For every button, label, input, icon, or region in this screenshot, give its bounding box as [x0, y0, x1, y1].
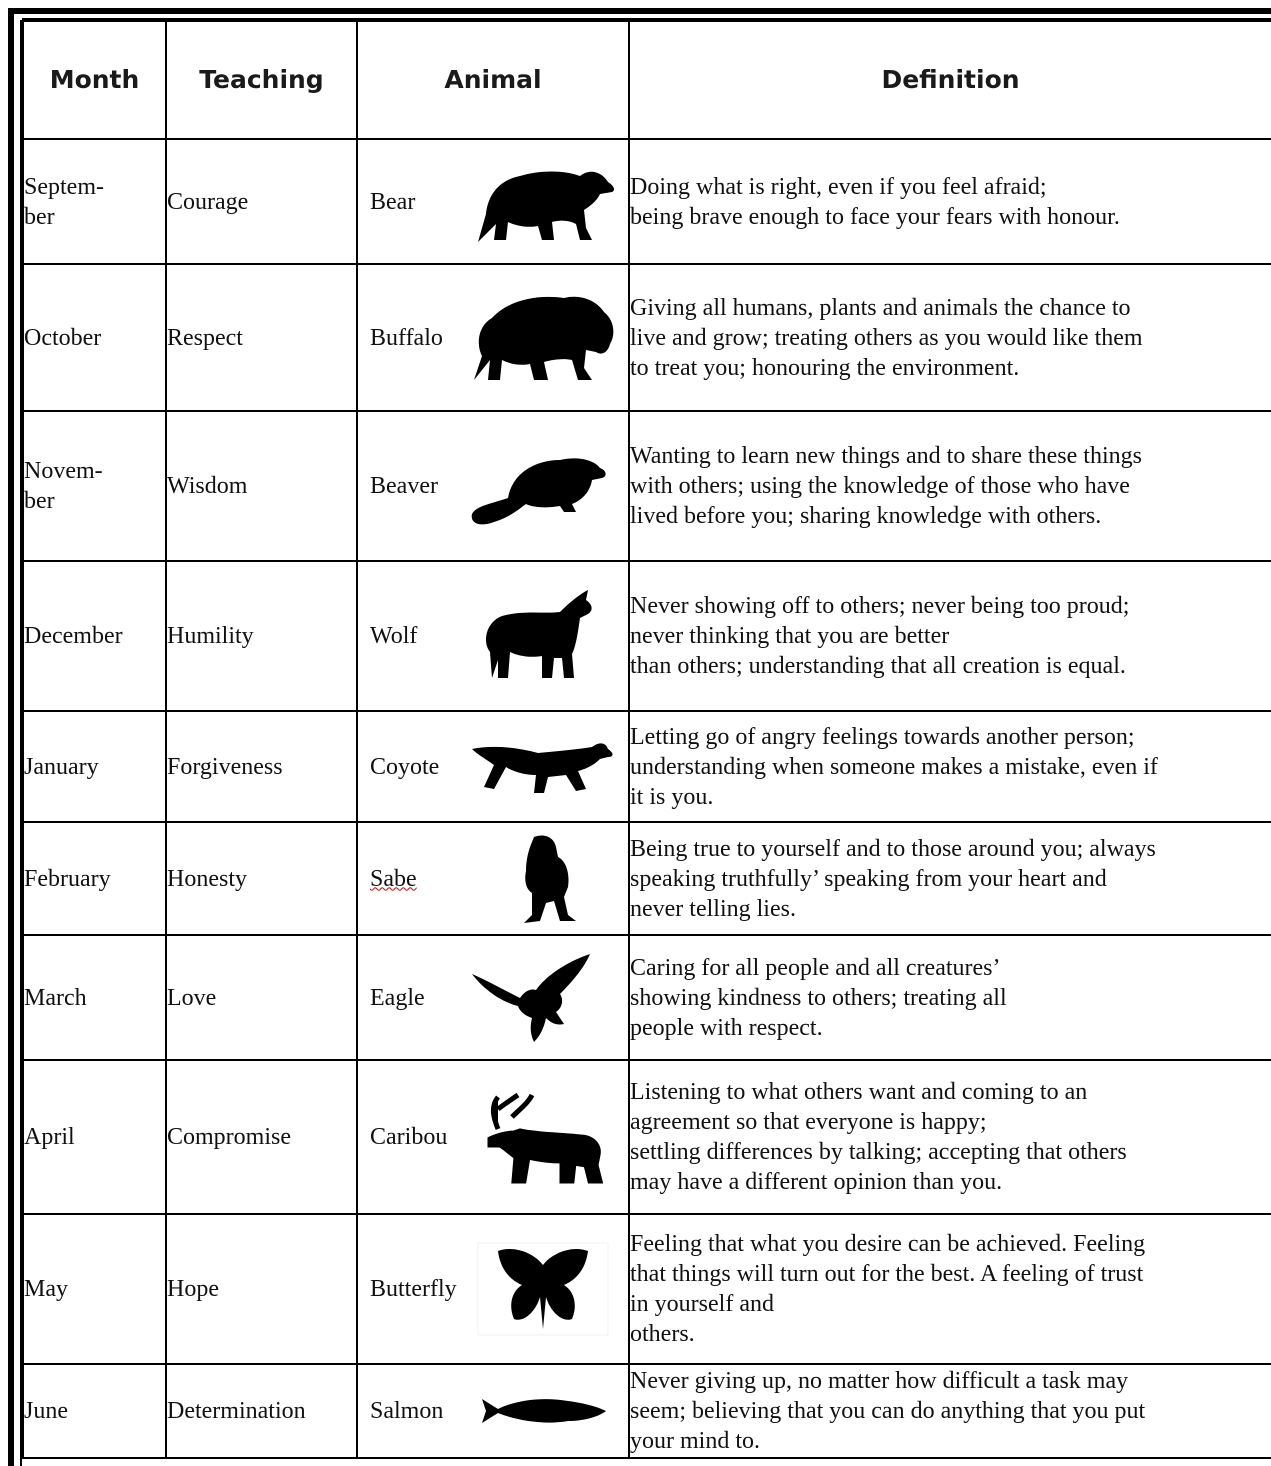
header-definition: Definition [629, 19, 1271, 139]
definition-line: Wanting to learn new things and to share these things [630, 443, 1142, 469]
teachings-table [22, 18, 1271, 1459]
animal-name: Butterfly [370, 1276, 457, 1302]
header-month: Month [23, 19, 166, 139]
definition-line: with others; using the knowledge of those who have [630, 473, 1130, 499]
definition-line: Feeling that what you desire can be achieved. Feeling [630, 1231, 1146, 1257]
month-cell [23, 1214, 166, 1364]
month-cell [23, 139, 166, 264]
table-row [23, 411, 1271, 561]
sabe-icon [468, 831, 618, 927]
caribou-icon [468, 1089, 618, 1185]
animal-name: Coyote [370, 753, 440, 780]
definition-cell [629, 139, 1271, 264]
animal-name: Eagle [370, 984, 425, 1011]
animal-cell [357, 1214, 629, 1364]
animal-cell [357, 1364, 629, 1458]
buffalo-icon [468, 290, 618, 386]
definition-cell [629, 711, 1271, 822]
definition-cell [629, 1214, 1271, 1364]
header-animal: Animal [357, 19, 629, 139]
definition-line: Never showing off to others; never being too proud; [630, 593, 1130, 619]
definition-cell [629, 935, 1271, 1060]
month-text: March [24, 984, 87, 1011]
definition-line: Doing what is right, even if you feel afraid; [630, 173, 1047, 200]
table-row [23, 1364, 1271, 1458]
definition-line: your mind to. [630, 1428, 760, 1454]
animal-name: Caribou [370, 1124, 448, 1150]
beaver-icon [468, 438, 618, 534]
definition-line: it is you. [630, 783, 714, 810]
definition-cell [629, 264, 1271, 411]
definition-line: may have a different opinion than you. [630, 1169, 1003, 1195]
month-text: Novem- [24, 458, 103, 484]
month-text: May [24, 1276, 68, 1302]
teaching-cell: Respect [166, 264, 357, 411]
teaching-cell: Determination [166, 1364, 357, 1458]
animal-name: Salmon [370, 1398, 444, 1424]
definition-line: people with respect. [630, 1014, 823, 1041]
table-row [23, 935, 1271, 1060]
definition-cell [629, 561, 1271, 711]
animal-name: Bear [370, 188, 416, 215]
definition-cell [629, 411, 1271, 561]
month-cell [23, 1060, 166, 1214]
month-cell [23, 264, 166, 411]
animal-cell [357, 711, 629, 822]
definition-cell [629, 1364, 1271, 1458]
table-row [23, 264, 1271, 411]
definition-cell [629, 822, 1271, 935]
month-text: October [24, 324, 102, 351]
month-cell [23, 935, 166, 1060]
table-row [23, 711, 1271, 822]
animal-cell [357, 561, 629, 711]
definition-line: never thinking that you are better [630, 623, 950, 649]
definition-line: Letting go of angry feelings towards another person; [630, 723, 1135, 750]
butterfly-icon [468, 1241, 618, 1337]
teaching-cell: Courage [166, 139, 357, 264]
definition-line: showing kindness to others; treating all [630, 984, 1007, 1011]
month-cell [23, 711, 166, 822]
animal-cell [357, 264, 629, 411]
definition-line: Never giving up, no matter how difficult a task may [630, 1368, 1129, 1394]
definition-line: settling differences by talking; accepting that others [630, 1139, 1127, 1165]
bear-icon [468, 154, 618, 250]
definition-line: speaking truthfully’ speaking from your heart and [630, 865, 1107, 892]
teaching-cell: Forgiveness [166, 711, 357, 822]
month-cell [23, 1364, 166, 1458]
definition-line: Being true to yourself and to those around you; always [630, 835, 1156, 862]
month-text: February [24, 865, 111, 892]
teaching-cell: Love [166, 935, 357, 1060]
month-cell [23, 822, 166, 935]
animal-name: Wolf [370, 623, 418, 649]
month-text: January [24, 753, 99, 780]
month-text: ber [24, 488, 55, 514]
definition-line: agreement so that everyone is happy; [630, 1109, 987, 1135]
teaching-cell: Honesty [166, 822, 357, 935]
definition-line: never telling lies. [630, 895, 796, 922]
month-cell [23, 411, 166, 561]
header-row [23, 19, 1271, 139]
animal-cell [357, 935, 629, 1060]
month-text: April [24, 1124, 75, 1150]
animal-cell [357, 139, 629, 264]
definition-line: to treat you; honouring the environment. [630, 354, 1020, 381]
definition-line: live and grow; treating others as you would like them [630, 324, 1143, 351]
table-row [23, 1214, 1271, 1364]
definition-line: Caring for all people and all creatures’ [630, 954, 1001, 981]
definition-line: others. [630, 1321, 695, 1347]
animal-cell [357, 411, 629, 561]
definition-line: being brave enough to face your fears with honour. [630, 203, 1120, 230]
teaching-cell: Hope [166, 1214, 357, 1364]
definition-line: in yourself and [630, 1291, 774, 1317]
table-row [23, 1060, 1271, 1214]
eagle-icon [468, 950, 618, 1046]
animal-cell [357, 1060, 629, 1214]
teaching-cell: Humility [166, 561, 357, 711]
month-text: ber [24, 203, 55, 230]
animal-name: Beaver [370, 473, 438, 499]
definition-line: lived before you; sharing knowledge with others. [630, 503, 1102, 529]
definition-cell [629, 1060, 1271, 1214]
animal-name: Buffalo [370, 324, 443, 351]
teaching-cell: Wisdom [166, 411, 357, 561]
coyote-icon [468, 719, 618, 815]
table-row [23, 822, 1271, 935]
month-text: June [24, 1398, 68, 1424]
wolf-icon [468, 588, 618, 684]
spellcheck-underline: Sabe [370, 865, 417, 892]
salmon-icon [468, 1363, 618, 1459]
month-text: December [24, 623, 123, 649]
definition-line: seem; believing that you can do anything that you put [630, 1398, 1146, 1424]
header-teaching: Teaching [166, 19, 357, 139]
table-row [23, 139, 1271, 264]
month-cell [23, 561, 166, 711]
month-text: Septem- [24, 173, 104, 200]
definition-line: Giving all humans, plants and animals the chance to [630, 294, 1131, 321]
definition-line: than others; understanding that all creation is equal. [630, 653, 1126, 679]
definition-line: that things will turn out for the best. A feeling of trust [630, 1261, 1144, 1287]
animal-name [370, 864, 417, 894]
table-row [23, 561, 1271, 711]
teaching-cell: Compromise [166, 1060, 357, 1214]
animal-cell [357, 822, 629, 935]
definition-line: understanding when someone makes a mistake, even if [630, 753, 1158, 780]
definition-line: Listening to what others want and coming to an [630, 1079, 1088, 1105]
